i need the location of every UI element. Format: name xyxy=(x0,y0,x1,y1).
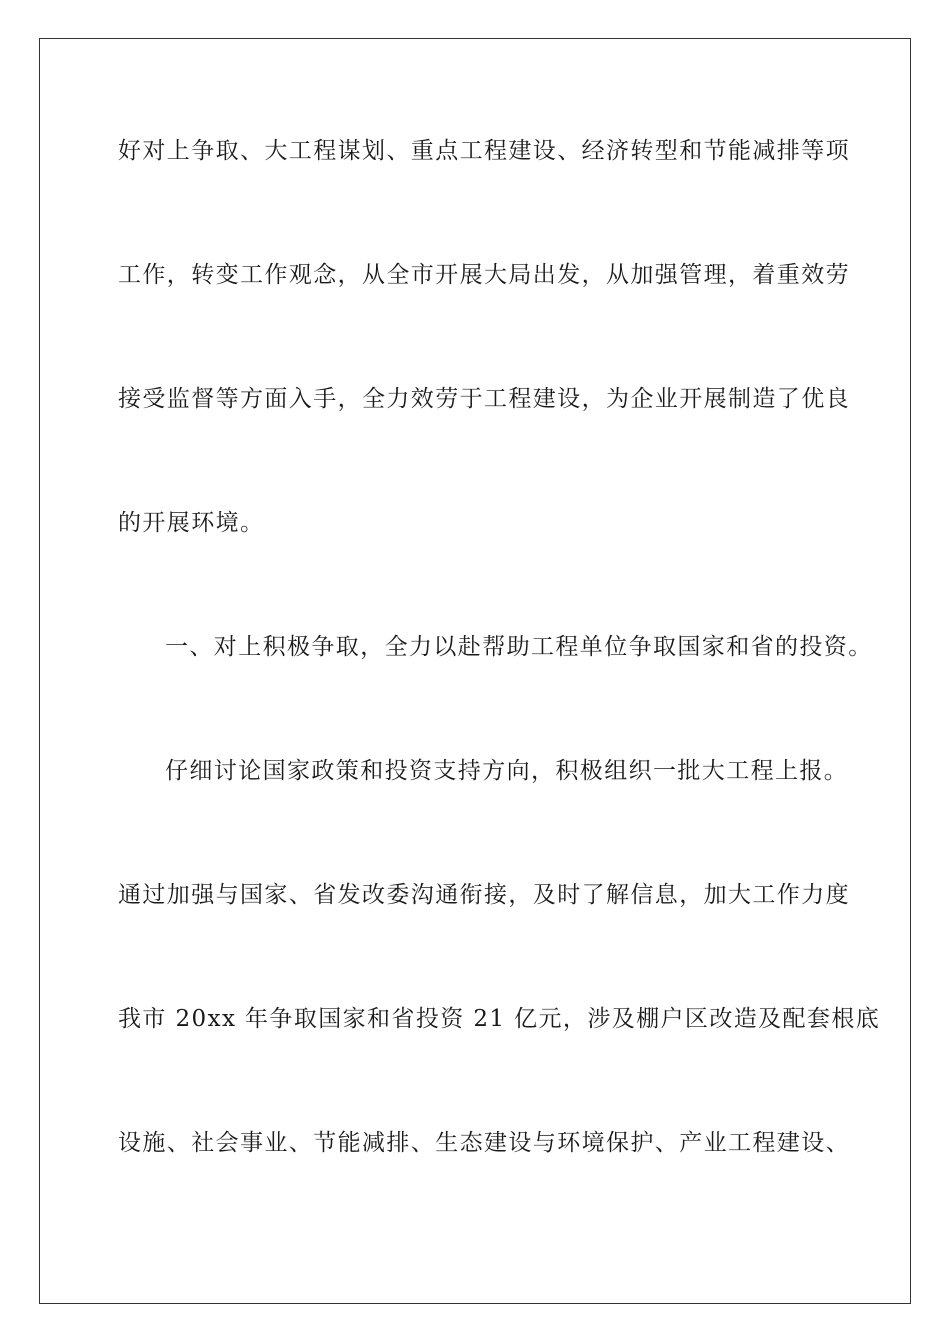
paragraph-line: 工作，转变工作观念，从全市开展大局出发，从加强管理，着重效劳 xyxy=(118,262,850,288)
paragraph-line: 的开展环境。 xyxy=(118,510,265,536)
section-heading: 一、对上积极争取，全力以赴帮助工程单位争取国家和省的投资。 xyxy=(165,634,873,660)
paragraph-line: 接受监督等方面入手，全力效劳于工程建设，为企业开展制造了优良 xyxy=(118,386,850,412)
paragraph-line: 设施、社会事业、节能减排、生态建设与环境保护、产业工程建设、 xyxy=(118,1130,850,1156)
paragraph-line: 好对上争取、大工程谋划、重点工程建设、经济转型和节能减排等项 xyxy=(118,138,850,164)
paragraph-line: 通过加强与国家、省发改委沟通衔接，及时了解信息，加大工作力度 xyxy=(118,882,850,908)
page-border xyxy=(39,38,911,1304)
paragraph-line: 仔细讨论国家政策和投资支持方向，积极组织一批大工程上报。 xyxy=(165,758,849,784)
paragraph-line: 我市 20xx 年争取国家和省投资 21 亿元，涉及棚户区改造及配套根底 xyxy=(118,1006,881,1032)
